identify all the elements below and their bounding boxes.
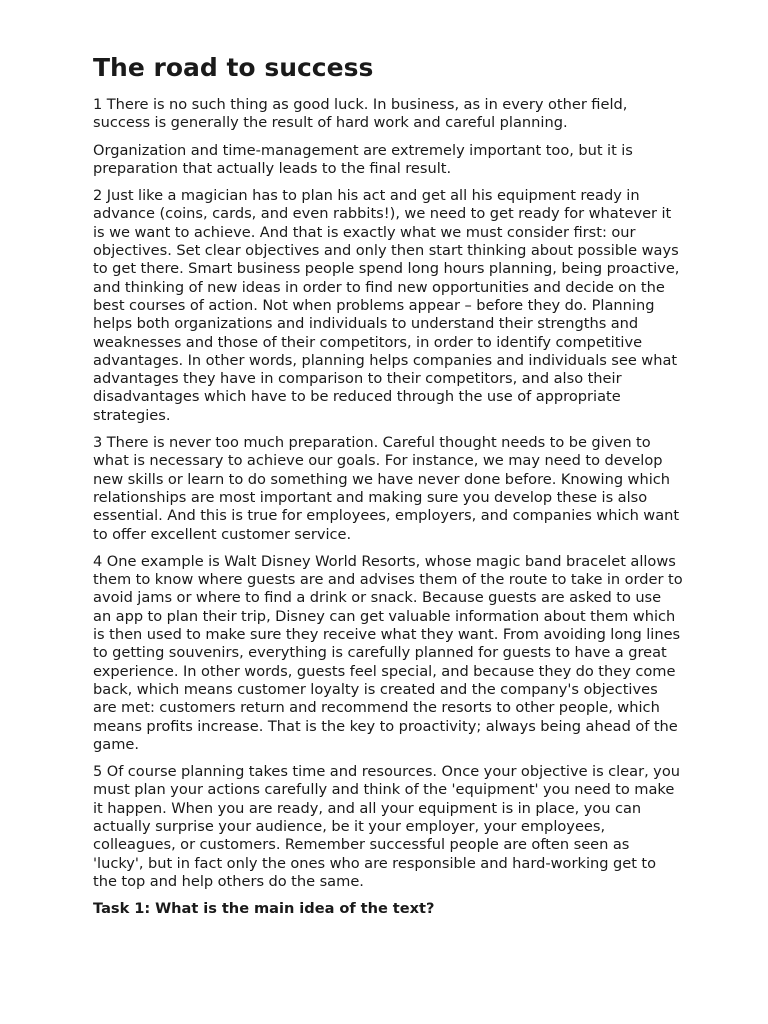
page-title: The road to success: [93, 53, 374, 82]
paragraph-4: 4 One example is Walt Disney World Resorts, whose magic band bracelet allows them to know where guests are and advises them of the route to take in order to avoid jams or where to find a drink or snack. Because guests are asked to use an app to plan their trip, Disney can get valuable information about them which is then used to make sure they receive what they want. From avoiding long lines to getting souvenirs, everything is carefully planned for guests to have a great experience. In other words, guests feel special, and because they do they come back, which means customer loyalty is created and the company's objectives are met: customers return and recommend the resorts to other people, which means profits increase. That is the key to proactivity; always being ahead of the game.: [93, 552, 683, 753]
paragraph-3: 3 There is never too much preparation. Careful thought needs to be given to what is necessary to achieve our goals. For instance, we may need to develop new skills or learn to do something we have never done before. Knowing which relationships are most important and making sure you develop these is also essential. And this is true for employees, employers, and companies which want to offer excellent customer service.: [93, 434, 680, 543]
paragraph-5: 5 Of course planning takes time and resources. Once your objective is clear, you must plan your actions carefully and think of the 'equipment' you need to make it happen. When you are ready, and all your equipment is in place, you can actually surprise your audience, be it your employer, your employees, colleagues, or customers. Remember successful people are often seen as 'lucky', but in fact only the ones who are responsible and hard-working get to the top and help others do the same.: [93, 763, 680, 890]
task-heading: Task 1: What is the main idea of the text?: [93, 900, 435, 918]
paragraph-1b: Organization and time-management are extremely important too, but it is preparation that actually leads to the final result.: [93, 141, 633, 177]
paragraph-2: 2 Just like a magician has to plan his act and get all his equipment ready in advance (coins, cards, and even rabbits!), we need to get ready for whatever it is we want to achieve. And that is exactly what we must consider first: our objectives. Set clear objectives and only then start thinking about possible ways to get there. Smart business people spend long hours planning, being proactive, and thinking of new ideas in order to find new opportunities and decide on the best courses of action. Not when problems appear – before they do. Planning helps both organizations and individuals to understand their strengths and weaknesses and those of their competitors, in order to identify competitive advantages. In other words, planning helps companies and individuals see what advantages they have in comparison to their competitors, and also their disadvantages which have to be reduced through the use of appropriate strategies.: [93, 187, 680, 424]
document-page: [93, 52, 683, 927]
paragraph-1: 1 There is no such thing as good luck. In business, as in every other field, success is generally the result of hard work and careful planning.: [93, 96, 628, 132]
